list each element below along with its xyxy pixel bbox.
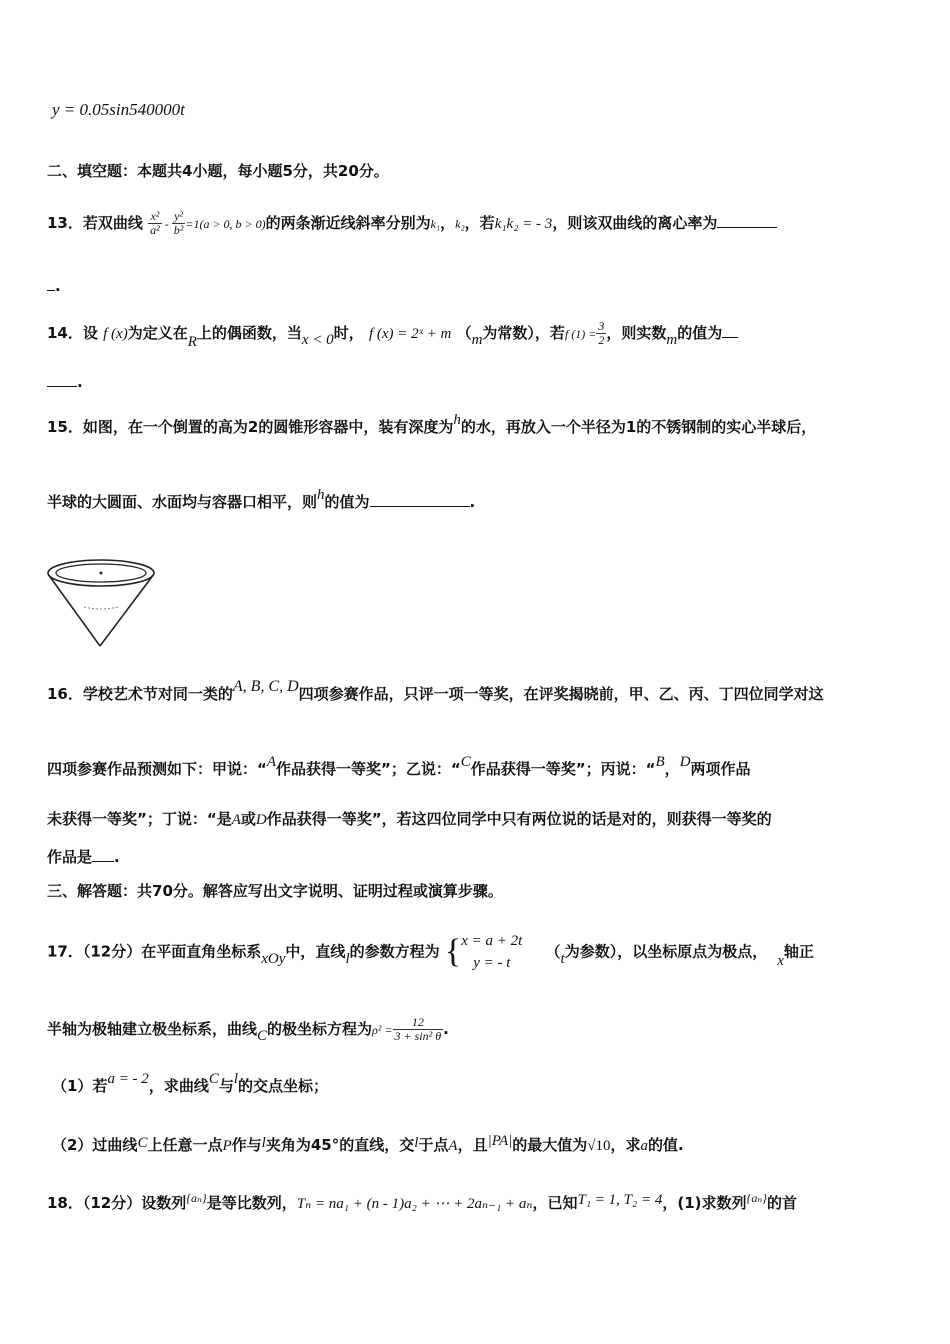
question-13: 13．若双曲线 $\frac{\text{x²}}{\text{a²}}$ - $\frac{\text{y²}}{\text{b²}}$ =1(a > 0, b > 0)的两条渐近线斜率分别为k₁，k₂，若k₁k₂ = - 3，则该双曲线的离心率为 xyxy=(47,210,777,237)
question-17-part2: （2）过曲线C上任意一点P作与l夹角为45°的直线，交l于点A，且|PA|的最大值为√10，求a的值. xyxy=(52,1133,684,1154)
question-15-cont: 半球的大圆面、水面均与容器口相平，则h的值为 . xyxy=(47,487,476,511)
question-16-line4: 作品是 . xyxy=(47,848,120,866)
polar-frac: $\frac{12}{\text{3 + sin² θ}}$ xyxy=(394,1015,442,1043)
question-15: 15．如图，在一个倒置的高为2的圆锥形容器中，装有深度为h的水，再放入一个半径为1的不锈钢制的实心半球后， xyxy=(47,412,817,436)
question-16: 16．学校艺术节对同一类的A, B, C, D四项参赛作品，只评一项一等奖，在评奖揭晓前，甲、乙、丙、丁四位同学对这 xyxy=(47,678,824,703)
hyperbola-frac-x: $\frac{\text{x²}}{\text{a²}}$ xyxy=(150,209,160,237)
question-17-line2: 半轴为极轴建立极坐标系，曲线C的极坐标方程为ρ² = $\frac{12}{\text{3 + sin² θ}}$ . xyxy=(47,1015,449,1044)
three-halves-frac: $\frac{3}{2}$ xyxy=(598,319,605,347)
hyperbola-frac-y: $\frac{\text{y²}}{\text{b²}}$ xyxy=(173,209,184,237)
question-16-line2: 四项参赛作品预测如下：甲说：“A作品获得一等奖”；乙说：“C作品获得一等奖”；丙说：“B，D两项作品 xyxy=(47,754,751,778)
answer-blank xyxy=(92,847,114,862)
top-formula: y = 0.05sin540000t xyxy=(52,100,185,119)
question-17: 17．（12分）在平面直角坐标系xOy中，直线l的参数方程为 { x = a + 2t y = - t （t为参数），以坐标原点为极点， x轴正 xyxy=(47,930,814,974)
center-dot xyxy=(100,572,103,575)
section-3-heading: 三、解答题：共70分。解答应写出文字说明、证明过程或演算步骤。 xyxy=(47,882,503,900)
question-18: 18．（12分）设数列$^{\{a_n\}}$是等比数列，Tₙ = na₁ + (n - 1)a₂ + ⋯ + 2aₙ₋₁ + aₙ，已知T₁ = 1, T₂ = 4，(1)求数列$^{\{a_n\}}$的首 xyxy=(47,1191,797,1212)
question-16-line3: 未获得一等奖”；丁说：“是A或D作品获得一等奖”，若这四位同学中只有两位说的话是对的，则获得一等奖的 xyxy=(47,810,772,828)
answer-blank xyxy=(370,492,470,507)
param-equation-system: { x = a + 2t y = - t xyxy=(444,933,523,971)
answer-blank xyxy=(717,213,777,228)
q14-blank-end: . xyxy=(47,372,83,392)
question-17-part1: （1）若a = - 2，求曲线C与l的交点坐标； xyxy=(52,1071,329,1095)
inverted-cone-figure xyxy=(44,556,160,652)
answer-blank xyxy=(722,323,738,338)
q13-blank-end: . xyxy=(47,276,61,296)
q13-number: 13． xyxy=(47,214,83,232)
section-2-heading: 二、填空题：本题共4小题，每小题5分，共20分。 xyxy=(47,162,389,180)
question-14: 14．设 f (x)为定义在R上的偶函数，当x < 0时， f (x) = 2ˣ + m （m为常数），若f (1) = $\frac{3}{2}$ ，则实数m的值为 xyxy=(47,320,738,347)
